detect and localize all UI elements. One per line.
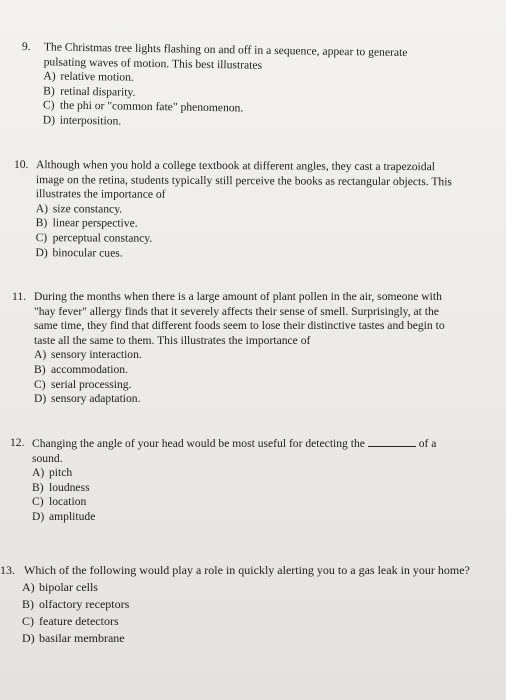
option-text: the phi or "common fate" phenomenon.	[59, 98, 244, 115]
question-number: 10.	[13, 158, 29, 172]
question-text: The Christmas tree lights flashing on and off in a sequence, appear to generate pulsating waves of motion. This best illustrates	[43, 40, 408, 72]
option-letter: D)	[42, 113, 56, 127]
option-letter: A)	[35, 201, 49, 215]
option-c	[34, 378, 462, 393]
answer-options	[13, 202, 465, 263]
fill-in-blank	[368, 436, 416, 447]
option-letter: C)	[35, 231, 48, 245]
question-number: 13.	[0, 563, 15, 577]
option-letter: B)	[32, 480, 44, 494]
option-letter: A)	[34, 348, 47, 362]
option-text: loudness	[49, 480, 90, 494]
question-stem	[14, 158, 466, 204]
question-number: 9.	[21, 40, 31, 54]
option-a	[32, 466, 454, 481]
question-number: 11.	[12, 290, 27, 303]
option-text: accommodation.	[51, 362, 128, 376]
option-b	[32, 481, 454, 496]
option-c	[32, 495, 454, 510]
option-letter: D)	[32, 509, 45, 523]
question-11	[12, 290, 462, 407]
option-letter: C)	[32, 495, 44, 509]
option-text: sensory interaction.	[51, 348, 142, 362]
option-a	[34, 348, 462, 363]
question-text: During the months when there is a large amount of plant pollen in the air, someone with "hay fever" allergy finds that it severely affects their sense of smell. Surprisingly, at the same time, they find that different foods seem to lose their distinctive tastes and begin to taste all the same to them. This illustrates the importance of	[34, 290, 445, 347]
option-d	[34, 392, 462, 407]
option-letter: D)	[34, 392, 47, 406]
answer-options	[21, 69, 452, 134]
option-text: serial processing.	[51, 377, 132, 391]
option-d	[32, 510, 454, 525]
question-stem	[12, 290, 462, 348]
question-9	[21, 40, 452, 134]
question-text	[32, 436, 454, 466]
question-stem	[0, 562, 500, 579]
question-text-after-blank: of a sound.	[32, 437, 437, 465]
question-13	[0, 562, 500, 647]
answer-options	[10, 466, 454, 524]
option-letter: D)	[35, 245, 48, 259]
option-b	[22, 596, 500, 613]
question-text: Which of the following would play a role in quickly alerting you to a gas leak in your home?	[24, 563, 470, 577]
option-d	[35, 246, 465, 263]
option-text: basilar membrane	[39, 631, 125, 645]
option-d	[22, 630, 500, 647]
option-letter: C)	[42, 98, 55, 112]
option-text: location	[49, 495, 87, 509]
option-text: olfactory receptors	[39, 597, 130, 611]
question-10	[13, 158, 466, 263]
option-letter: B)	[34, 362, 46, 376]
option-text: binocular cues.	[52, 245, 123, 260]
option-letter: A)	[22, 580, 35, 594]
answer-options	[0, 579, 500, 647]
question-text-before-blank: Changing the angle of your head would be most useful for detecting the	[32, 437, 365, 450]
option-letter: C)	[22, 614, 34, 628]
option-letter: A)	[32, 466, 45, 480]
option-c	[22, 613, 500, 630]
option-text: relative motion.	[60, 69, 134, 84]
question-stem	[10, 436, 454, 466]
option-letter: C)	[34, 377, 46, 391]
question-text: Although when you hold a college textbook at different angles, they cast a trapezoidal image on the retina, students typically still perceive the books as rectangular objects. This illustrates the importance of	[35, 158, 453, 201]
option-text: bipolar cells	[39, 580, 98, 594]
option-text: feature detectors	[39, 614, 119, 628]
question-number: 12.	[10, 436, 25, 449]
option-a	[22, 579, 500, 596]
option-b	[34, 363, 462, 378]
answer-options	[12, 348, 462, 406]
option-letter: D)	[22, 631, 35, 645]
option-text: interposition.	[59, 113, 122, 128]
option-text: pitch	[49, 466, 73, 480]
option-text: size constancy.	[52, 201, 123, 216]
option-letter: A)	[43, 69, 56, 83]
option-text: amplitude	[49, 509, 96, 523]
option-text: perceptual constancy.	[52, 231, 153, 245]
option-text: retinal disparity.	[60, 84, 136, 99]
question-12	[10, 436, 454, 525]
option-text: sensory adaptation.	[51, 392, 141, 406]
option-letter: B)	[43, 84, 55, 98]
option-text: linear perspective.	[52, 216, 138, 231]
option-letter: B)	[22, 597, 34, 611]
option-letter: B)	[35, 216, 48, 230]
